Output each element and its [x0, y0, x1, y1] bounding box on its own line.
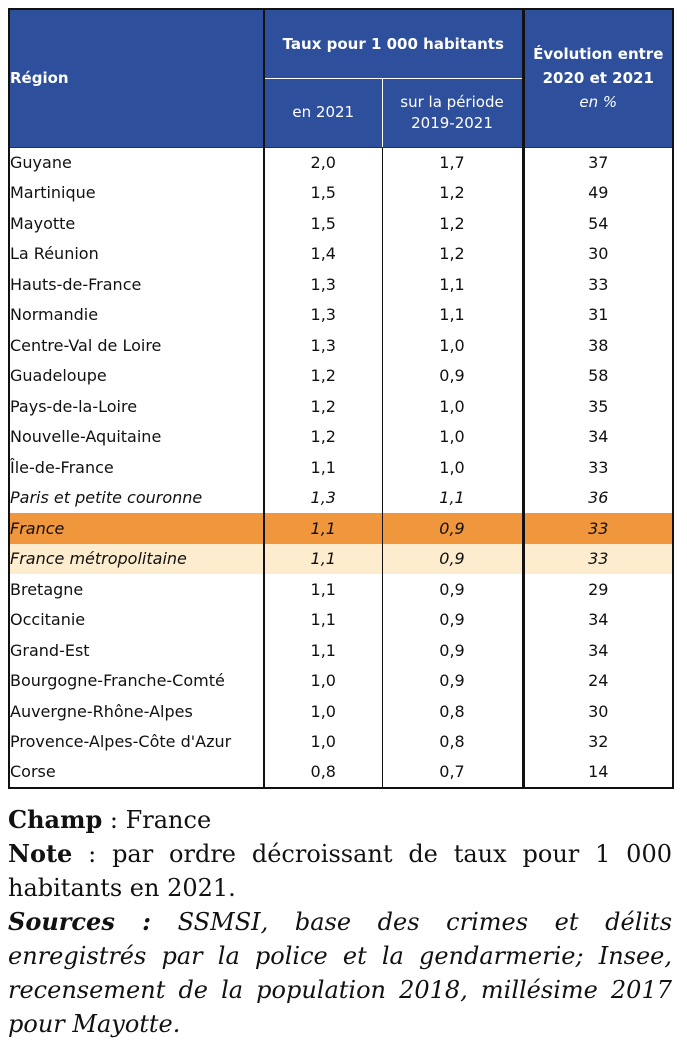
region-cell: Normandie	[9, 300, 264, 331]
rate-2021-cell: 1,2	[264, 361, 382, 392]
header-evolution-unit: en %	[579, 93, 618, 112]
rate-2021-cell: 1,5	[264, 178, 382, 209]
rate-period-cell: 0,8	[439, 732, 465, 752]
region-cell: Occitanie	[9, 605, 264, 636]
rate-2021-cell: 2,0	[264, 147, 382, 178]
table-row	[9, 452, 673, 483]
header-evolution-line2: 2020 et 2021	[542, 69, 654, 88]
region-cell: France métropolitaine	[9, 544, 264, 575]
evolution-cell: 24	[523, 666, 673, 697]
rate-2021-cell: 1,1	[264, 544, 382, 575]
rate-period-cell: 0,8	[439, 701, 465, 721]
rate-period-cell: 1,0	[439, 457, 465, 477]
champ-line	[8, 803, 672, 837]
evolution-cell: 34	[523, 635, 673, 666]
rate-2021-cell: 1,5	[264, 208, 382, 239]
rate-2021-cell: 1,2	[264, 391, 382, 422]
rate-period-cell: 1,1	[439, 488, 465, 508]
evolution-cell: 49	[523, 178, 673, 209]
header-evolution	[523, 9, 673, 147]
rate-2021-cell: 0,8	[264, 757, 382, 788]
header-evolution-line1: Évolution entre	[533, 45, 664, 64]
rate-2021-cell: 1,3	[264, 300, 382, 331]
rate-2021-cell: 1,3	[264, 269, 382, 300]
rate-2021-cell: 1,0	[264, 727, 382, 758]
table-row	[9, 635, 673, 666]
rate-2021-cell: 1,1	[264, 574, 382, 605]
evolution-cell: 30	[523, 239, 673, 270]
table-row	[9, 696, 673, 727]
table-body	[9, 147, 673, 788]
evolution-cell: 54	[523, 208, 673, 239]
rate-period-cell: 1,0	[439, 427, 465, 447]
header-col-period	[382, 78, 523, 147]
rate-period-cell: 0,9	[439, 366, 465, 386]
rate-2021-cell: 1,3	[264, 483, 382, 514]
header-taux-group: Taux pour 1 000 habitants	[264, 9, 523, 78]
rate-2021-cell: 1,1	[264, 605, 382, 636]
rate-period-cell: 1,2	[439, 244, 465, 264]
rate-period-cell: 1,7	[439, 153, 465, 172]
table-row	[9, 666, 673, 697]
evolution-cell: 35	[523, 391, 673, 422]
rate-2021-cell: 1,1	[264, 452, 382, 483]
region-cell: Guadeloupe	[9, 361, 264, 392]
evolution-cell: 34	[523, 605, 673, 636]
region-cell: Mayotte	[9, 208, 264, 239]
header-col-period-line1: sur la période	[400, 92, 504, 111]
header-col-period-line2: 2019-2021	[411, 113, 493, 132]
evolution-cell: 58	[523, 361, 673, 392]
rate-2021-cell: 1,4	[264, 239, 382, 270]
header-region: Région	[9, 9, 264, 147]
evolution-cell: 34	[523, 422, 673, 453]
rate-2021-cell: 1,0	[264, 666, 382, 697]
note-label: Note	[8, 839, 73, 868]
region-cell: La Réunion	[9, 239, 264, 270]
evolution-cell: 38	[523, 330, 673, 361]
table-row	[9, 361, 673, 392]
table-row	[9, 757, 673, 788]
rate-period-cell: 0,9	[439, 610, 465, 630]
rate-2021-cell: 1,0	[264, 696, 382, 727]
evolution-cell: 32	[523, 727, 673, 758]
evolution-cell: 14	[523, 757, 673, 788]
champ-text: : France	[102, 806, 212, 834]
evolution-cell: 31	[523, 300, 673, 331]
rate-period-cell: 0,9	[439, 579, 465, 599]
table-row	[9, 147, 673, 178]
evolution-cell: 37	[523, 147, 673, 178]
table-row	[9, 544, 673, 575]
sources-label: Sources :	[8, 907, 152, 936]
table-row	[9, 208, 673, 239]
table-row	[9, 513, 673, 544]
rate-2021-cell: 1,1	[264, 513, 382, 544]
region-cell: Paris et petite couronne	[9, 483, 264, 514]
table-notes	[8, 803, 672, 1041]
evolution-cell: 30	[523, 696, 673, 727]
rate-period-cell: 0,9	[382, 544, 523, 575]
regional-rates-table	[8, 8, 674, 789]
region-cell: Bourgogne-Franche-Comté	[9, 666, 264, 697]
rate-period-cell: 1,0	[439, 396, 465, 416]
region-cell: Centre-Val de Loire	[9, 330, 264, 361]
region-cell: Bretagne	[9, 574, 264, 605]
region-cell: Île-de-France	[9, 452, 264, 483]
header-col-2021: en 2021	[264, 78, 382, 147]
region-cell: Pays-de-la-Loire	[9, 391, 264, 422]
evolution-cell: 33	[523, 452, 673, 483]
rate-2021-cell: 1,3	[264, 330, 382, 361]
table-row	[9, 727, 673, 758]
rate-period-cell: 0,9	[382, 513, 523, 544]
rate-period-cell: 1,1	[439, 274, 465, 294]
table-row	[9, 422, 673, 453]
table-row	[9, 391, 673, 422]
rate-period-cell: 1,2	[439, 213, 465, 233]
region-cell: Nouvelle-Aquitaine	[9, 422, 264, 453]
rate-period-cell: 0,9	[439, 671, 465, 691]
evolution-cell: 33	[523, 269, 673, 300]
region-cell: Grand-Est	[9, 635, 264, 666]
rate-period-cell: 1,1	[439, 305, 465, 325]
region-cell: Provence-Alpes-Côte d'Azur	[9, 727, 264, 758]
table-row	[9, 605, 673, 636]
region-cell: Corse	[9, 757, 264, 788]
sources-line	[8, 905, 672, 1041]
table-row	[9, 239, 673, 270]
sources-text: SSMSI, base des crimes et délits enregistrés par la police et la gendarmerie; Insee, recensement de la population 2018, millésime 2017 pour Mayotte.	[8, 908, 673, 1038]
table-row	[9, 483, 673, 514]
rate-period-cell: 1,0	[439, 335, 465, 355]
rate-2021-cell: 1,1	[264, 635, 382, 666]
table-row	[9, 178, 673, 209]
note-line	[8, 837, 672, 905]
rate-period-cell: 0,9	[439, 640, 465, 660]
table-row	[9, 574, 673, 605]
region-cell: France	[9, 513, 264, 544]
evolution-cell: 36	[523, 483, 673, 514]
table-row	[9, 300, 673, 331]
table-row	[9, 269, 673, 300]
table-row	[9, 330, 673, 361]
rate-2021-cell: 1,2	[264, 422, 382, 453]
rate-period-cell: 0,7	[439, 762, 465, 782]
evolution-cell: 33	[523, 544, 673, 575]
evolution-cell: 29	[523, 574, 673, 605]
region-cell: Guyane	[9, 147, 264, 178]
region-cell: Martinique	[9, 178, 264, 209]
region-cell: Auvergne-Rhône-Alpes	[9, 696, 264, 727]
evolution-cell: 33	[523, 513, 673, 544]
champ-label: Champ	[8, 805, 103, 834]
region-cell: Hauts-de-France	[9, 269, 264, 300]
note-text: : par ordre décroissant de taux pour 1 000 habitants en 2021.	[8, 840, 672, 902]
rate-period-cell: 1,2	[439, 183, 465, 203]
